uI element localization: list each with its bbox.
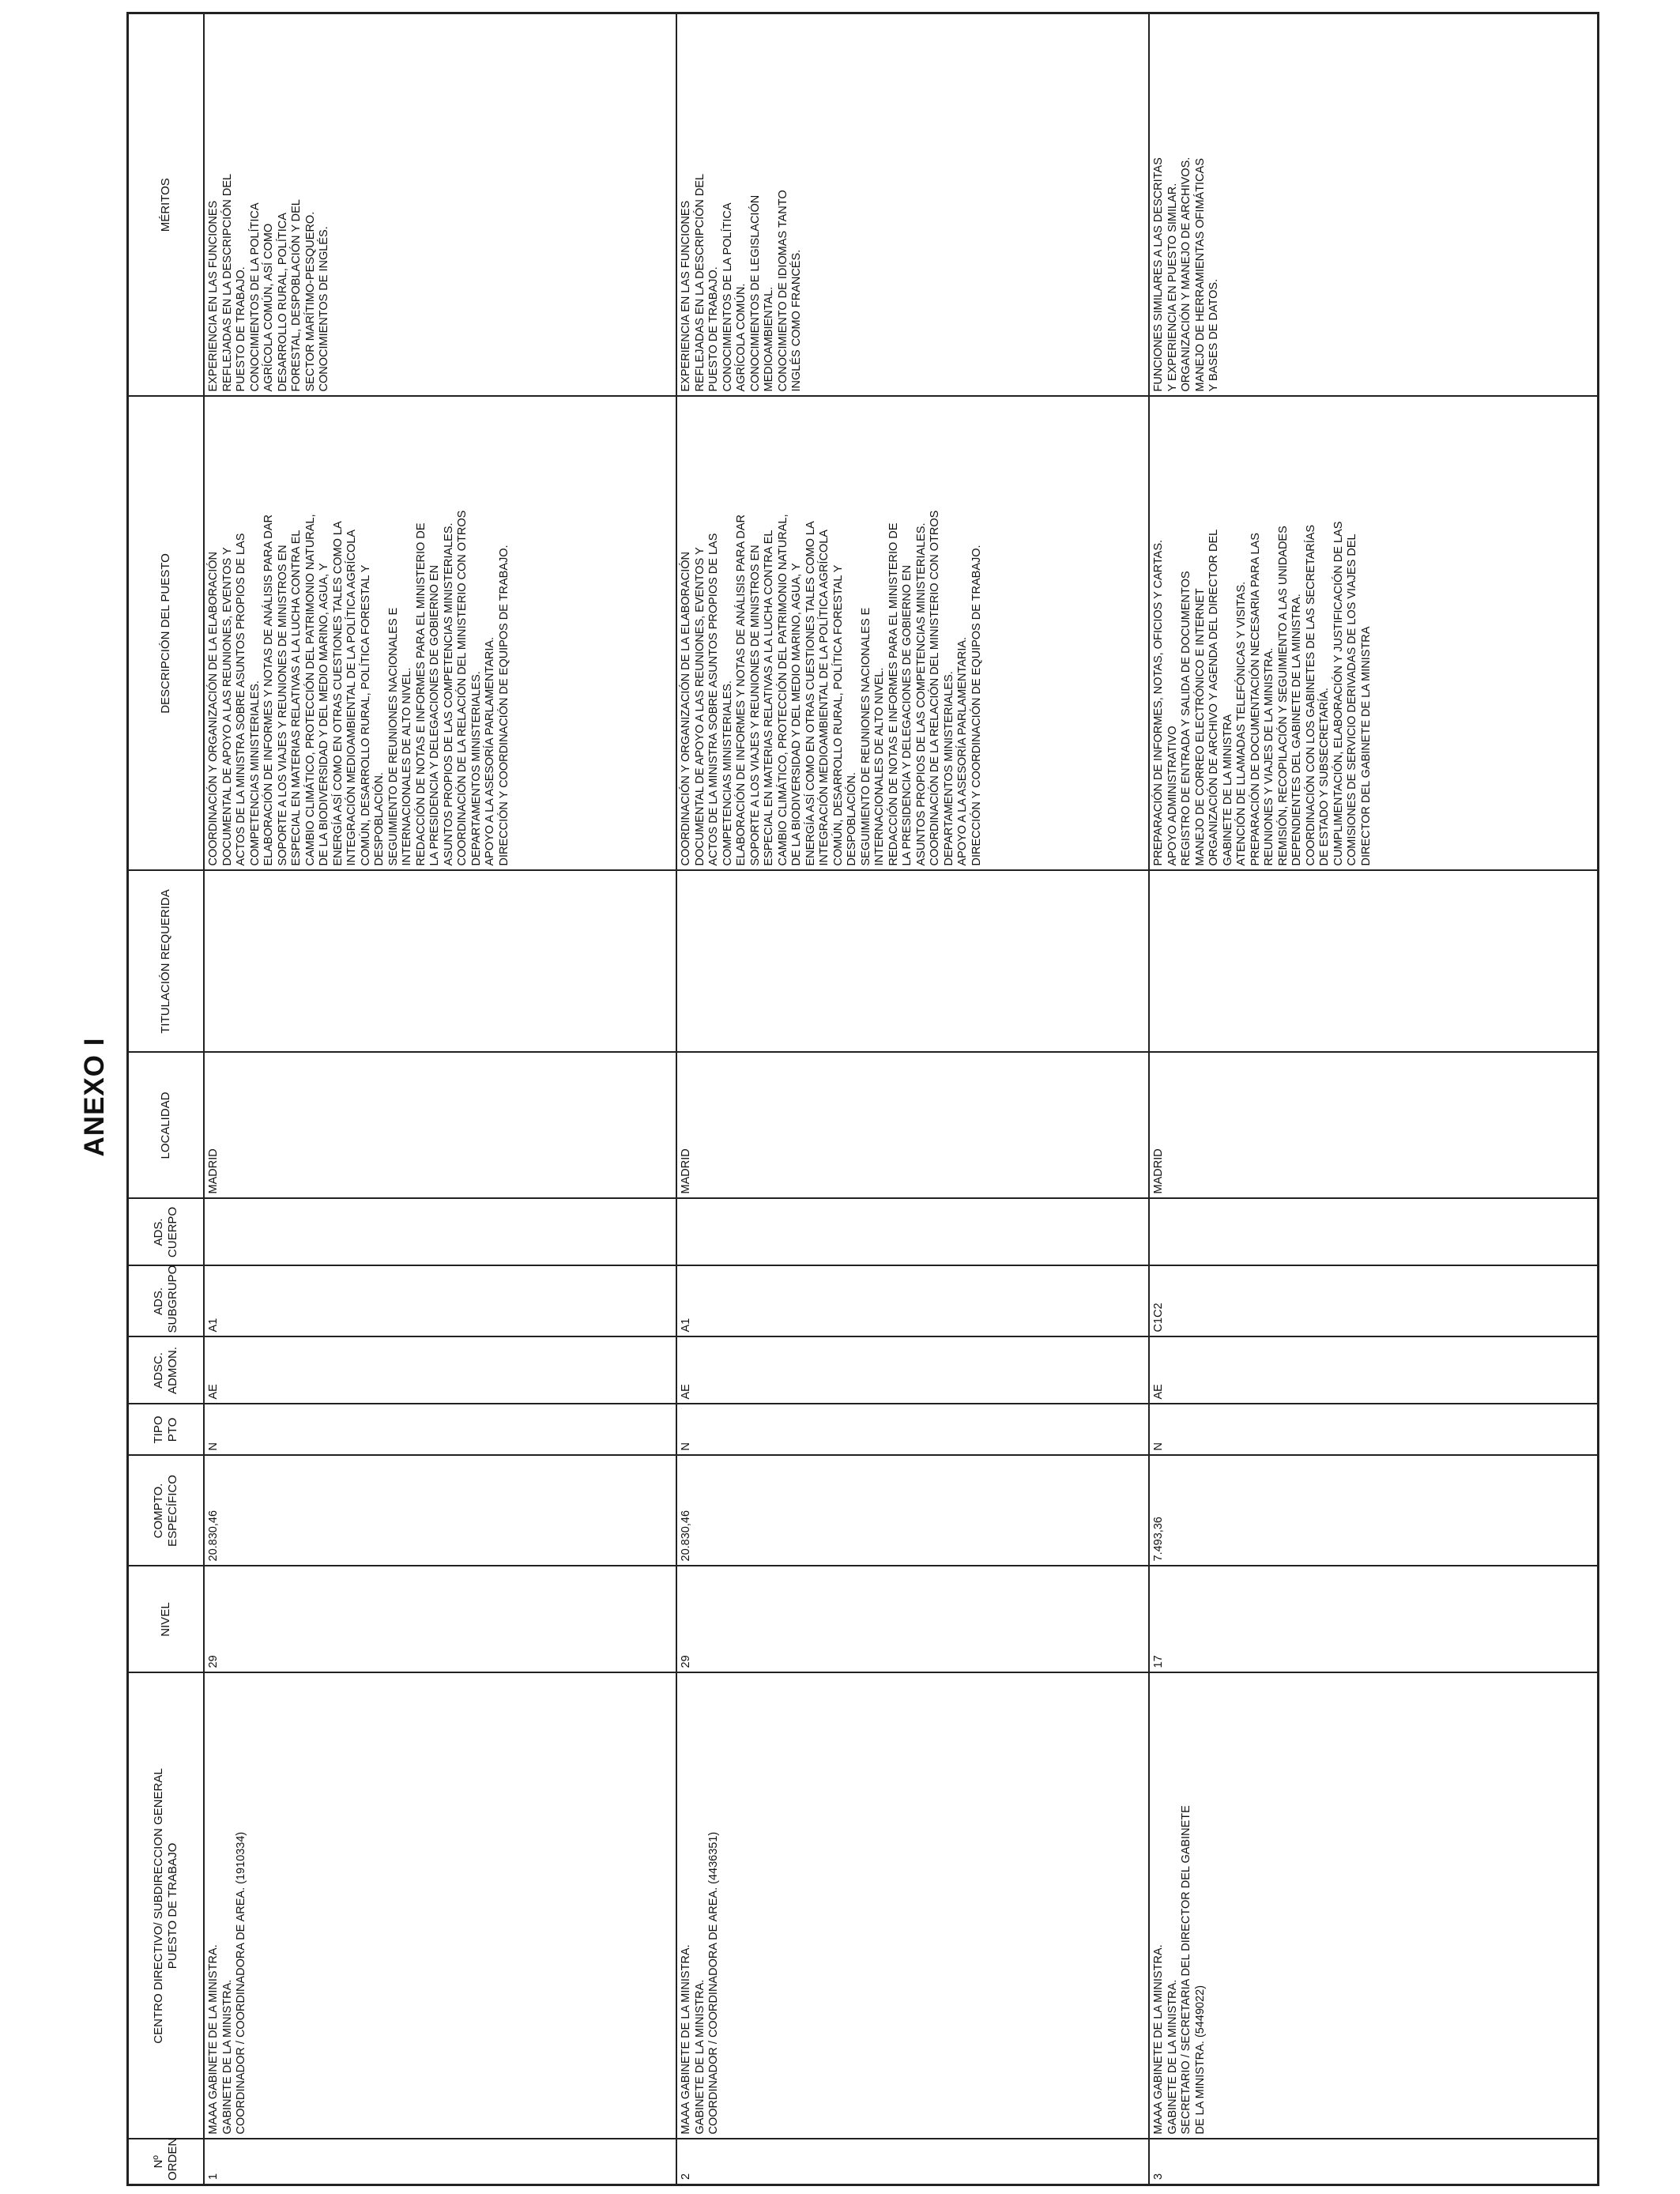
descripcion-line: ESPECIAL EN MATERIAS RELATIVAS A LA LUCHA CONTRA EL bbox=[763, 530, 775, 866]
meritos-line: FUNCIONES SIMILARES A LAS DESCRITAS bbox=[1152, 157, 1165, 392]
cell-nivel bbox=[676, 1566, 1149, 1673]
cell-localidad bbox=[1149, 1053, 1599, 1199]
table-row bbox=[676, 13, 1149, 2185]
descripcion-line: INTEGRACIÓN MEDIOAMBIENTAL DE LA POLÍTICA AGRÍCOLA bbox=[818, 530, 831, 866]
meritos-line: CONOCIMIENTO DE IDIOMAS TANTO bbox=[776, 190, 789, 392]
meritos-line: MANEJO DE HERRAMIENTAS OFIMÁTICAS bbox=[1193, 158, 1207, 392]
localidad-value: MADRID bbox=[1152, 1148, 1165, 1194]
cell-localidad bbox=[204, 1053, 676, 1199]
meritos-line: EXPERIENCIA EN LAS FUNCIONES bbox=[207, 200, 220, 392]
meritos-line: REFLEJADAS EN LA DESCRIPCIÓN DEL bbox=[220, 173, 234, 392]
descripcion-line: REGISTRO DE ENTRADA Y SALIDA DE DOCUMENTOS bbox=[1180, 571, 1192, 866]
descripcion-line: ELABORACIÓN DE INFORMES Y NOTAS DE ANÁLISIS PARA DAR bbox=[262, 514, 275, 866]
meritos-line: ORGANIZACIÓN Y MANEJO DE ARCHIVOS. bbox=[1180, 156, 1192, 392]
tipo-value: N bbox=[1152, 1442, 1165, 1451]
table-row bbox=[204, 13, 676, 2185]
header-adsc-admon-line: ADSC. bbox=[152, 1352, 165, 1389]
header-orden: Nº ORDEN bbox=[128, 2139, 205, 2185]
header-ads-cuerpo bbox=[128, 1199, 205, 1266]
descripcion-line: COORDINACIÓN Y ORGANIZACIÓN DE LA ELABORACIÓN bbox=[680, 552, 692, 866]
centro-line: GABINETE DE LA MINISTRA. bbox=[693, 1979, 706, 2135]
cell-nivel bbox=[204, 1566, 676, 1673]
header-compto bbox=[128, 1456, 205, 1566]
cell-titulacion bbox=[1149, 871, 1599, 1053]
meritos-line: Y EXPERIENCIA EN PUESTO SIMILAR. bbox=[1166, 183, 1179, 392]
meritos-line: DESARROLLO RURAL, POLÍTICA bbox=[276, 213, 289, 392]
descripcion-line: DE LA BIODIVERSIDAD Y DEL MEDIO MARINO, AGUA, Y bbox=[790, 563, 803, 866]
meritos-line: AGRÍCOLA COMÚN, ASÍ COMO bbox=[262, 223, 275, 392]
centro-line: MAAA GABINETE DE LA MINISTRA. bbox=[680, 1944, 692, 2135]
header-ads-cuerpo-line: ADS. bbox=[152, 1218, 165, 1246]
table-row bbox=[1149, 13, 1599, 2185]
meritos-line: INGLÉS COMO FRANCÉS. bbox=[790, 249, 803, 392]
localidad-value: MADRID bbox=[207, 1148, 220, 1194]
descripcion-line: ESPECIAL EN MATERIAS RELATIVAS A LA LUCHA CONTRA EL bbox=[290, 530, 303, 866]
meritos-line: EXPERIENCIA EN LAS FUNCIONES bbox=[680, 200, 692, 392]
centro-line: MAAA GABINETE DE LA MINISTRA. bbox=[1152, 1944, 1165, 2135]
descripcion-line: ORGANIZACIÓN DE ARCHIVO Y AGENDA DEL DIRECTOR DEL bbox=[1207, 529, 1220, 866]
cell-adsc-admon bbox=[1149, 1337, 1599, 1404]
descripcion-line: COORDINACIÓN CON LOS GABINETES DE LAS SECRETARÍAS bbox=[1304, 524, 1317, 866]
tipo-value: N bbox=[207, 1442, 220, 1451]
header-row bbox=[128, 13, 205, 2185]
descripcion-line: DESPOBLACIÓN. bbox=[846, 772, 858, 866]
header-titulacion: TITULACIÓN REQUERIDA bbox=[128, 871, 205, 1053]
descripcion-line: REUNIONES Y VIAJES DE LA MINISTRA. bbox=[1263, 647, 1275, 866]
descripcion-line: MANEJO DE CORREO ELECTRÓNICO E INTERNET bbox=[1193, 588, 1207, 866]
descripcion-line: COMÚN, DESARROLLO RURAL, POLÍTICA FORESTAL Y bbox=[359, 564, 372, 866]
descripcion-line: DEPENDIENTES DEL GABINETE DE LA MINISTRA. bbox=[1290, 594, 1303, 866]
header-descripcion: DESCRIPCIÓN DEL PUESTO bbox=[128, 397, 205, 871]
header-tipo-line: TIPO bbox=[152, 1416, 165, 1444]
header-centro-line: PUESTO DE TRABAJO bbox=[166, 1842, 179, 1970]
descripcion-line: ATENCIÓN DE LLAMADAS TELEFÓNICAS Y VISITAS. bbox=[1235, 581, 1248, 866]
descripcion-line: INTEGRACIÓN MEDIOAMBIENTAL DE LA POLÍTICA AGRÍCOLA bbox=[345, 530, 358, 866]
header-nivel: NIVEL bbox=[128, 1566, 205, 1673]
descripcion-line: ELABORACIÓN DE INFORMES Y NOTAS DE ANÁLISIS PARA DAR bbox=[735, 514, 748, 866]
descripcion-line: CAMBIO CLIMÁTICO, PROTECCIÓN DEL PATRIMONIO NATURAL, bbox=[776, 514, 789, 866]
descripcion-line: COORDINACIÓN DE LA RELACIÓN DEL MINISTERIO CON OTROS bbox=[456, 510, 469, 866]
descripcion-line: SOPORTE A LOS VIAJES Y REUNIONES DE MINISTROS EN bbox=[276, 545, 289, 866]
descripcion-line: REDACCIÓN DE NOTAS E INFORMES PARA EL MINISTERIO DE bbox=[887, 522, 900, 866]
header-meritos: MÉRITOS bbox=[128, 13, 205, 397]
centro-line: GABINETE DE LA MINISTRA. bbox=[220, 1979, 234, 2135]
descripcion-line: DE LA BIODIVERSIDAD Y DEL MEDIO MARINO, AGUA, Y bbox=[318, 563, 330, 866]
cell-ads-cuerpo bbox=[204, 1199, 676, 1266]
descripcion-line: DEPARTAMENTOS MINISTERIALES. bbox=[942, 671, 955, 866]
cell-meritos bbox=[676, 13, 1149, 397]
descripcion-line: PREPARACIÓN DE INFORMES, NOTAS, OFICIOS Y CARTAS. bbox=[1152, 539, 1165, 866]
descripcion-line: REDACCIÓN DE NOTAS E INFORMES PARA EL MINISTERIO DE bbox=[414, 522, 428, 866]
page-title: ANEXO I bbox=[79, 1037, 110, 1157]
header-tipo-line: PTO bbox=[166, 1417, 179, 1442]
descripcion-line: INTERNACIONALES DE ALTO NIVEL. bbox=[873, 667, 886, 866]
ads-subgrupo-value: C1C2 bbox=[1152, 1302, 1165, 1333]
descripcion-line: CAMBIO CLIMÁTICO, PROTECCIÓN DEL PATRIMONIO NATURAL, bbox=[303, 514, 317, 866]
compto-value: 20.830,46 bbox=[207, 1510, 220, 1562]
cell-compto bbox=[676, 1456, 1149, 1566]
cell-orden bbox=[676, 2139, 1149, 2185]
meritos-line: PUESTO DE TRABAJO. bbox=[707, 266, 720, 392]
cell-adsc-admon bbox=[676, 1337, 1149, 1404]
header-tipo bbox=[128, 1404, 205, 1456]
meritos-line: CONOCIMIENTOS DE INGLÉS. bbox=[318, 226, 330, 392]
ads-subgrupo-value: A1 bbox=[680, 1318, 692, 1333]
nivel-value: 29 bbox=[680, 1655, 692, 1668]
descripcion-line: SOPORTE A LOS VIAJES Y REUNIONES DE MINISTROS EN bbox=[748, 545, 762, 866]
descripcion-line: DESPOBLACIÓN. bbox=[373, 772, 386, 866]
centro-line: COORDINADOR / COORDINADORA DE AREA. (4436351) bbox=[707, 1831, 720, 2135]
cell-orden bbox=[204, 2139, 676, 2185]
tipo-value: N bbox=[680, 1442, 692, 1451]
header-ads-cuerpo-line: CUERPO bbox=[166, 1206, 179, 1258]
descripcion-line: GABINETE DE LA MINISTRA bbox=[1221, 714, 1234, 866]
meritos-line: CONOCIMIENTOS DE LA POLÍTICA bbox=[248, 202, 262, 392]
orden-value: 1 bbox=[207, 2173, 220, 2180]
meritos-line: CONOCIMIENTOS DE LA POLÍTICA bbox=[721, 202, 734, 392]
cell-localidad bbox=[676, 1053, 1149, 1199]
cell-centro bbox=[1149, 1673, 1599, 2139]
centro-line: GABINETE DE LA MINISTRA. bbox=[1166, 1979, 1179, 2135]
header-centro bbox=[128, 1673, 205, 2139]
cell-titulacion bbox=[204, 871, 676, 1053]
cell-compto bbox=[204, 1456, 676, 1566]
header-localidad: LOCALIDAD bbox=[128, 1053, 205, 1199]
cell-ads-subgrupo bbox=[676, 1266, 1149, 1337]
adsc-admon-value: AE bbox=[1152, 1384, 1165, 1400]
descripcion-line: COORDINACIÓN Y ORGANIZACIÓN DE LA ELABORACIÓN bbox=[207, 552, 220, 866]
descripcion-line: INTERNACIONALES DE ALTO NIVEL. bbox=[401, 667, 413, 866]
descripcion-line: ENERGÍA ASÍ COMO EN OTRAS CUESTIONES TALES COMO LA bbox=[804, 521, 817, 866]
descripcion-line: APOYO A LA ASESORÍA PARLAMENTARIA. bbox=[956, 636, 969, 866]
meritos-line: REFLEJADAS EN LA DESCRIPCIÓN DEL bbox=[693, 173, 706, 392]
localidad-value: MADRID bbox=[680, 1148, 692, 1194]
cell-ads-subgrupo bbox=[204, 1266, 676, 1337]
descripcion-line: APOYO A LA ASESORÍA PARLAMENTARIA. bbox=[484, 636, 496, 866]
header-compto-line: ESPECÍFICO bbox=[166, 1475, 179, 1547]
descripcion-line: ASUNTOS PROPIOS DE LAS COMPETENCIAS MINISTERIALES. bbox=[914, 522, 928, 866]
meritos-line: MEDIOAMBIENTAL. bbox=[763, 286, 775, 392]
cell-tipo bbox=[676, 1404, 1149, 1456]
descripcion-line: SEGUIMIENTO DE REUNIONES NACIONALES E bbox=[859, 607, 872, 866]
cell-descripcion bbox=[204, 397, 676, 871]
meritos-line: SECTOR MARÍTIMO-PESQUERO. bbox=[303, 211, 317, 392]
cell-meritos bbox=[1149, 13, 1599, 397]
cell-compto bbox=[1149, 1456, 1599, 1566]
descripcion-line: COMPETENCIAS MINISTERIALES. bbox=[248, 680, 262, 866]
cell-centro bbox=[676, 1673, 1149, 2139]
header-adsc-admon bbox=[128, 1337, 205, 1404]
nivel-value: 17 bbox=[1152, 1655, 1165, 1668]
header-adsc-admon-line: ADMON. bbox=[166, 1347, 179, 1394]
orden-value: 2 bbox=[680, 2173, 692, 2180]
cell-descripcion bbox=[1149, 397, 1599, 871]
meritos-line: PUESTO DE TRABAJO. bbox=[235, 266, 247, 392]
descripcion-line: DE ESTADO Y SUBSECRETARÍA. bbox=[1318, 688, 1331, 866]
cell-tipo bbox=[1149, 1404, 1599, 1456]
compto-value: 20.830,46 bbox=[680, 1510, 692, 1562]
cell-ads-cuerpo bbox=[1149, 1199, 1599, 1266]
cell-ads-cuerpo bbox=[676, 1199, 1149, 1266]
meritos-line: CONOCIMIENTOS DE LEGISLACIÓN bbox=[748, 194, 762, 392]
descripcion-line: DOCUMENTAL DE APOYO A LAS REUNIONES, EVENTOS Y bbox=[220, 547, 234, 866]
descripcion-line: DIRECTOR DEL GABINETE DE LA MINISTRA bbox=[1359, 626, 1373, 866]
header-ads-subgrupo bbox=[128, 1266, 205, 1337]
descripcion-line: DIRECCIÓN Y COORDINACIÓN DE EQUIPOS DE TRABAJO. bbox=[970, 545, 983, 866]
nivel-value: 29 bbox=[207, 1655, 220, 1668]
descripcion-line: REMISIÓN, RECOPILACIÓN Y SEGUIMIENTO A LAS UNIDADES bbox=[1276, 526, 1290, 866]
centro-line: COORDINADOR / COORDINADORA DE AREA. (1910334) bbox=[235, 1831, 247, 2135]
cell-meritos bbox=[204, 13, 676, 397]
descripcion-line: APOYO ADMINISTRATIVO bbox=[1166, 726, 1179, 866]
cell-nivel bbox=[1149, 1566, 1599, 1673]
descripcion-line: LA PRESIDENCIA Y DELEGACIONES DE GOBIERNO EN bbox=[901, 564, 913, 866]
cell-adsc-admon bbox=[204, 1337, 676, 1404]
descripcion-line: ACTOS DE LA MINISTRA SOBRE ASUNTOS PROPIOS DE LAS bbox=[235, 533, 247, 866]
cell-descripcion bbox=[676, 397, 1149, 871]
adsc-admon-value: AE bbox=[680, 1384, 692, 1400]
descripcion-line: ACTOS DE LA MINISTRA SOBRE ASUNTOS PROPIOS DE LAS bbox=[707, 533, 720, 866]
cell-ads-subgrupo bbox=[1149, 1266, 1599, 1337]
meritos-line: AGRÍCOLA COMÚN. bbox=[735, 283, 748, 392]
descripcion-line: SEGUIMIENTO DE REUNIONES NACIONALES E bbox=[386, 607, 400, 866]
ads-subgrupo-value: A1 bbox=[207, 1318, 220, 1333]
descripcion-line: COORDINACIÓN DE LA RELACIÓN DEL MINISTERIO CON OTROS bbox=[929, 510, 941, 866]
cell-orden bbox=[1149, 2139, 1599, 2185]
descripcion-line: ASUNTOS PROPIOS DE LAS COMPETENCIAS MINISTERIALES. bbox=[442, 522, 455, 866]
cell-tipo bbox=[204, 1404, 676, 1456]
descripcion-line: COMISIONES DE SERVICIO DERIVADAS DE LOS VIAJES DEL bbox=[1346, 533, 1358, 866]
anexo-table bbox=[126, 12, 1599, 2186]
header-ads-subgrupo-line: SUBGRUPO bbox=[166, 1265, 179, 1333]
descripcion-line: COMÚN, DESARROLLO RURAL, POLÍTICA FORESTAL Y bbox=[831, 564, 845, 866]
descripcion-line: DOCUMENTAL DE APOYO A LAS REUNIONES, EVENTOS Y bbox=[693, 547, 706, 866]
header-ads-subgrupo-line: ADS. bbox=[152, 1287, 165, 1316]
header-centro-line: CENTRO DIRECTIVO/ SUBDIRECCION GENERAL bbox=[152, 1768, 165, 2044]
descripcion-line: COMPETENCIAS MINISTERIALES. bbox=[721, 680, 734, 866]
meritos-line: FORESTAL, DESPOBLACIÓN Y DEL bbox=[290, 199, 303, 392]
cell-centro bbox=[204, 1673, 676, 2139]
compto-value: 7.493,36 bbox=[1152, 1517, 1165, 1562]
descripcion-line: DEPARTAMENTOS MINISTERIALES. bbox=[469, 671, 483, 866]
descripcion-line: ENERGÍA ASÍ COMO EN OTRAS CUESTIONES TALES COMO LA bbox=[331, 521, 345, 866]
descripcion-line: PREPARACIÓN DE DOCUMENTACIÓN NECESARIA PARA LAS bbox=[1249, 533, 1262, 866]
centro-line: MAAA GABINETE DE LA MINISTRA. bbox=[207, 1944, 220, 2135]
header-compto-line: COMPTO. bbox=[152, 1483, 165, 1539]
adsc-admon-value: AE bbox=[207, 1384, 220, 1400]
descripcion-line: DIRECCIÓN Y COORDINACIÓN DE EQUIPOS DE TRABAJO. bbox=[497, 545, 510, 866]
centro-line: SECRETARIO / SECRETARIA DEL DIRECTOR DEL GABINETE bbox=[1180, 1805, 1192, 2135]
cell-titulacion bbox=[676, 871, 1149, 1053]
descripcion-line: CUMPLIMENTACIÓN, ELABORACIÓN Y JUSTIFICACIÓN DE LAS bbox=[1332, 521, 1345, 866]
descripcion-line: LA PRESIDENCIA Y DELEGACIONES DE GOBIERNO EN bbox=[428, 564, 441, 866]
orden-value: 3 bbox=[1152, 2173, 1165, 2180]
meritos-line: Y BASES DE DATOS. bbox=[1207, 278, 1220, 392]
centro-line: DE LA MINISTRA. (5449022) bbox=[1193, 1985, 1207, 2135]
